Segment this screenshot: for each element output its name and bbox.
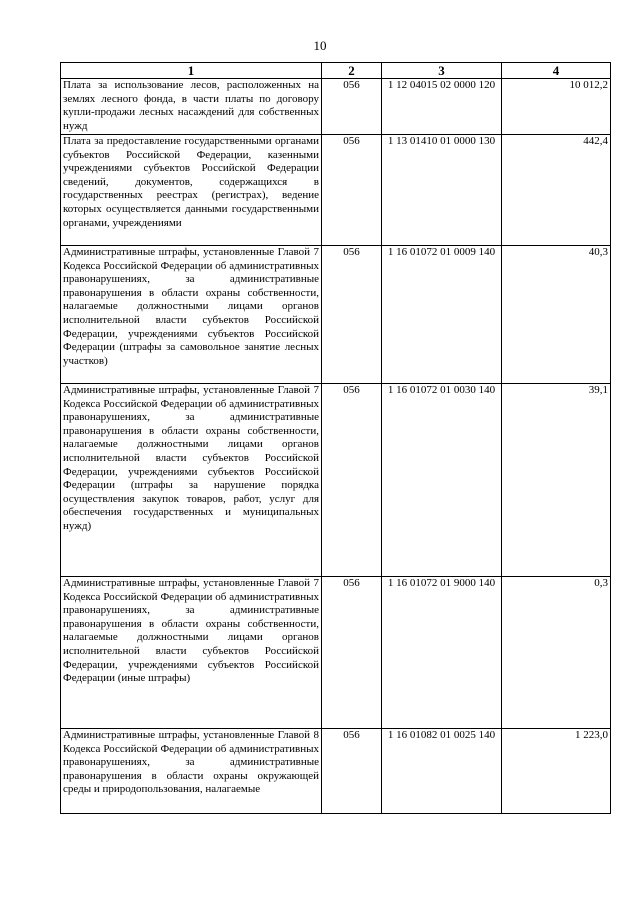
table-row xyxy=(61,79,611,135)
row-budget-code: 1 12 04015 02 0000 120 xyxy=(382,79,502,135)
row-admin-code: 056 xyxy=(322,729,382,814)
row-budget-code: 1 13 01410 01 0000 130 xyxy=(382,135,502,246)
table-header-row xyxy=(61,63,611,79)
row-amount: 39,1 xyxy=(502,384,611,577)
table-row xyxy=(61,729,611,814)
row-description: Плата за использование лесов, расположенных на землях лесного фонда, в части платы по договору купли-продажи лесных насаждений для собственных нужд xyxy=(61,79,322,135)
page-number: 10 xyxy=(313,38,327,53)
row-amount: 442,4 xyxy=(502,135,611,246)
row-budget-code: 1 16 01072 01 0009 140 xyxy=(382,246,502,384)
column-header-1: 1 xyxy=(61,63,322,79)
column-header-3: 3 xyxy=(382,63,502,79)
row-amount: 0,3 xyxy=(502,577,611,729)
column-header-2: 2 xyxy=(322,63,382,79)
table-row xyxy=(61,384,611,577)
row-description: Административные штрафы, установленные Главой 7 Кодекса Российской Федерации об административных правонарушениях, за административные правонарушения в области охраны собственности, налагаемые должностными лицами органов исполнительной власти субъектов Российской Федерации, учреждениями субъектов Российской Федерации (штрафы за нарушение порядка осуществления закупок товаров, работ, услуг для обеспечения государственных и муниципальных нужд) xyxy=(61,384,322,577)
row-admin-code: 056 xyxy=(322,79,382,135)
row-admin-code: 056 xyxy=(322,384,382,577)
row-description: Плата за предоставление государственными органами субъектов Российской Федерации, казенными учреждениями субъектов Российской Федерации сведений, документов, содержащихся в государственных реестрах (регистрах), ведение которых осуществляется данными государственными органами, учреждениями xyxy=(61,135,322,246)
row-budget-code: 1 16 01072 01 0030 140 xyxy=(382,384,502,577)
row-amount: 1 223,0 xyxy=(502,729,611,814)
row-admin-code: 056 xyxy=(322,135,382,246)
table-row xyxy=(61,246,611,384)
row-budget-code: 1 16 01082 01 0025 140 xyxy=(382,729,502,814)
revenue-table xyxy=(60,62,611,814)
table-row xyxy=(61,577,611,729)
row-amount: 40,3 xyxy=(502,246,611,384)
row-description: Административные штрафы, установленные Главой 8 Кодекса Российской Федерации об административных правонарушениях, за административные правонарушения в области охраны окружающей среды и природопользования, налагаемые xyxy=(61,729,322,814)
column-header-4: 4 xyxy=(502,63,611,79)
row-description: Административные штрафы, установленные Главой 7 Кодекса Российской Федерации об административных правонарушениях, за административные правонарушения в области охраны собственности, налагаемые должностными лицами органов исполнительной власти субъектов Российской Федерации, учреждениями субъектов Российской Федерации (штрафы за самовольное занятие лесных участков) xyxy=(61,246,322,384)
row-amount: 10 012,2 xyxy=(502,79,611,135)
row-description: Административные штрафы, установленные Главой 7 Кодекса Российской Федерации об административных правонарушениях, за административные правонарушения в области охраны собственности, налагаемые должностными лицами органов исполнительной власти субъектов Российской Федерации, учреждениями субъектов Российской Федерации (иные штрафы) xyxy=(61,577,322,729)
table-row xyxy=(61,135,611,246)
row-admin-code: 056 xyxy=(322,577,382,729)
row-admin-code: 056 xyxy=(322,246,382,384)
row-budget-code: 1 16 01072 01 9000 140 xyxy=(382,577,502,729)
